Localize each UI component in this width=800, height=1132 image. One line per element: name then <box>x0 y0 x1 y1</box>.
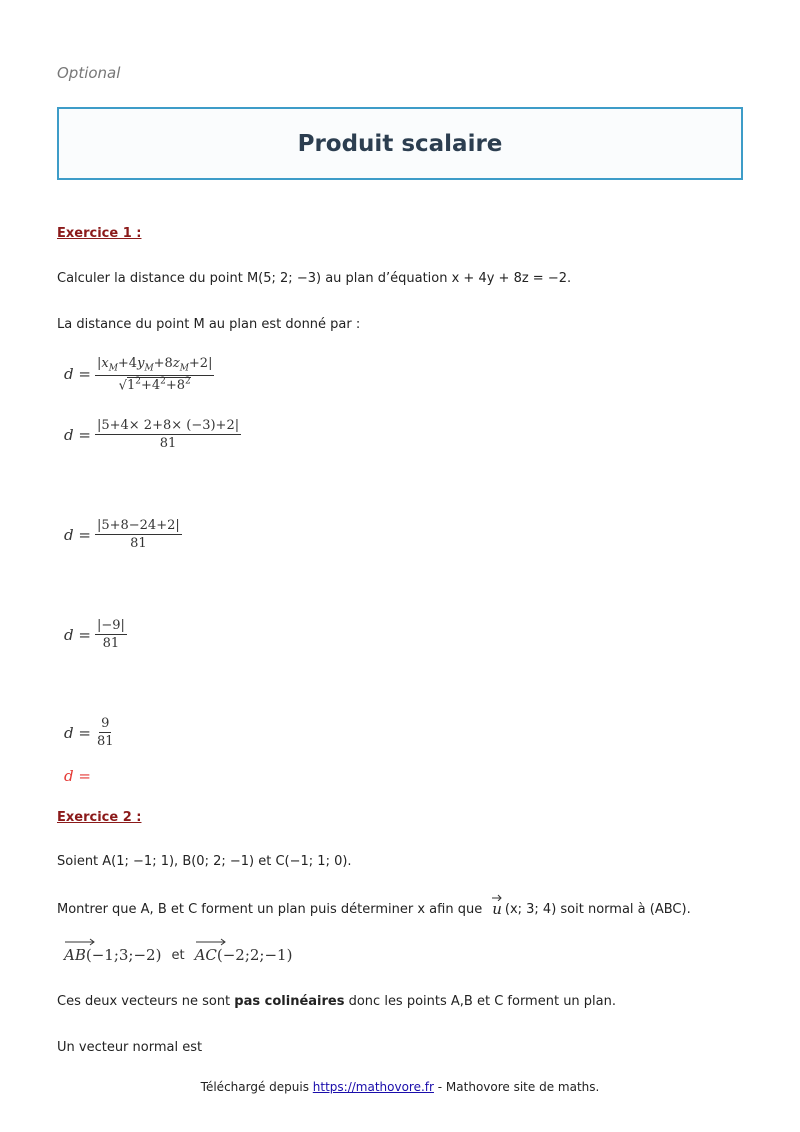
vector-ac-name: AC <box>194 946 217 964</box>
vector-arrow-icon <box>491 894 503 901</box>
formula-step-4 <box>64 618 127 651</box>
footer-prefix: Téléchargé depuis <box>200 1080 313 1094</box>
conclusion-before: Ces deux vecteurs ne sont <box>57 994 235 1009</box>
exercise-2-heading: Exercice 2 : <box>57 810 142 825</box>
formula-step-2 <box>64 418 241 451</box>
exercise-2-normal-text: Un vecteur normal est <box>57 1040 203 1055</box>
formula-denominator: 81 <box>102 636 120 651</box>
footer <box>0 1080 800 1094</box>
exercise-2-conclusion <box>57 994 616 1009</box>
formula-fraction <box>95 418 241 451</box>
question-text-before: Montrer que A, B et C forment un plan puis déterminer x afin que <box>57 901 483 917</box>
formula-step-1 <box>64 356 214 393</box>
title-box <box>57 107 743 180</box>
formula-numerator: |5+4× 2+8× (−3)+2| <box>96 418 240 433</box>
conclusion-after: donc les points A,B et C forment un plan. <box>344 994 617 1009</box>
vector-ab-coords: (−1;3;−2) <box>85 946 162 964</box>
formula-final <box>64 767 95 785</box>
vector-arrow-icon <box>64 938 96 946</box>
formula-lhs: d = <box>64 625 91 644</box>
exercise-1-statement: Calculer la distance du point M(5; 2; −3) au plan d’équation x + 4y + 8z = −2. <box>57 271 572 286</box>
formula-fraction <box>95 716 116 749</box>
formula-lhs: d = <box>64 525 91 544</box>
exercise-1-heading: Exercice 1 : <box>57 226 142 241</box>
formula-lhs: d = <box>64 365 91 384</box>
footer-link[interactable]: https://mathovore.fr <box>312 1080 434 1094</box>
question-text-after: (x; 3; 4) soit normal à (ABC). <box>504 901 691 917</box>
formula-fraction <box>95 518 182 551</box>
vector-u-label: u <box>492 900 502 918</box>
vectors-connector: et <box>171 947 185 963</box>
formula-denominator: 81 <box>159 436 177 451</box>
exercise-1-intro: La distance du point M au plan est donné par : <box>57 317 361 332</box>
formula-step-3 <box>64 518 182 551</box>
formula-fraction <box>95 356 215 393</box>
formula-denominator: $√1^2+4^2+8^2$ <box>118 376 191 393</box>
formula-step-5 <box>64 716 116 749</box>
vector-ac-coords: (−2;2;−1) <box>216 946 293 964</box>
exercise-2-statement: Soient A(1; −1; 1), B(0; 2; −1) et C(−1; 1; 0). <box>57 854 352 869</box>
vector-ac <box>195 946 217 964</box>
vector-arrow-icon <box>195 938 227 946</box>
footer-suffix: - Mathovore site de maths. <box>433 1080 600 1094</box>
formula-denominator: 81 <box>130 536 147 551</box>
formula-fraction <box>95 618 127 651</box>
formula-lhs: d = <box>64 723 91 742</box>
vector-ab-name: AB <box>64 946 86 964</box>
formula-lhs: d = <box>64 425 91 444</box>
formula-denominator: 81 <box>96 734 114 749</box>
optional-label: Optional <box>57 64 121 82</box>
vector-ab <box>64 946 86 964</box>
vectors-line <box>64 946 292 964</box>
formula-final-lhs: d = <box>64 767 91 785</box>
page-title: Produit scalaire <box>297 130 503 157</box>
formula-numerator: |5+8−24+2| <box>96 518 180 533</box>
exercise-2-question <box>57 900 691 918</box>
formula-numerator: $|x_M+4y_M+8z_M+2|$ <box>96 356 213 374</box>
conclusion-bold: pas colinéaires <box>234 994 345 1009</box>
formula-numerator: 9 <box>101 716 110 731</box>
vector-u <box>492 900 502 918</box>
formula-numerator: |−9| <box>96 618 125 633</box>
